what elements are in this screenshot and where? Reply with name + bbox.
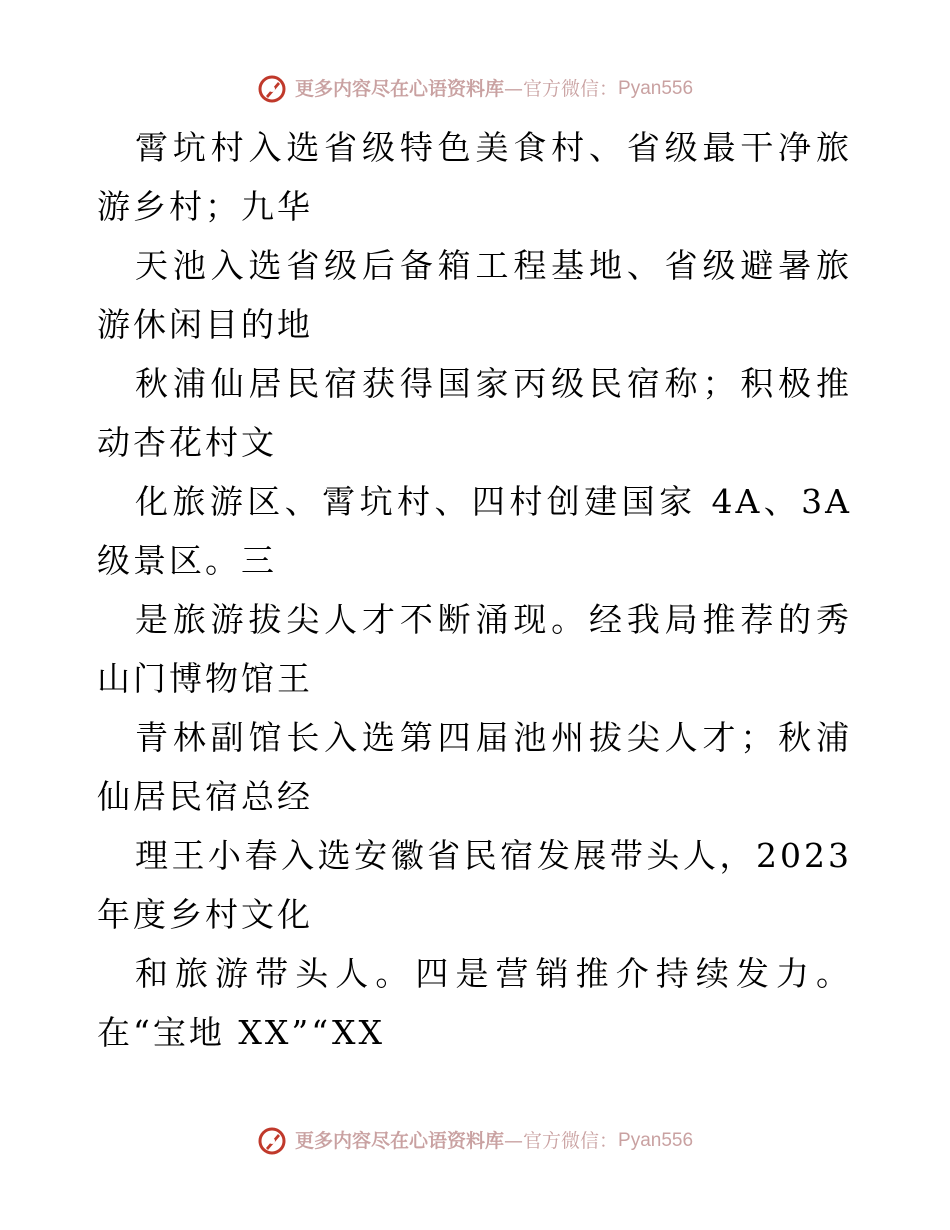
paragraph: 化旅游区、霄坑村、四村创建国家 4A、3A 级景区。三 bbox=[97, 482, 852, 580]
paragraph: 和旅游带头人。四是营销推介持续发力。在“宝地 XX”“XX bbox=[97, 954, 852, 1052]
paragraph: 霄坑村入选省级特色美食村、省级最干净旅游乡村；九华 bbox=[97, 128, 852, 226]
paragraph: 天池入选省级后备箱工程基地、省级避暑旅游休闲目的地 bbox=[97, 246, 852, 344]
paragraph: 理王小春入选安徽省民宿发展带头人，2023 年度乡村文化 bbox=[97, 836, 852, 934]
watermark-colon: ： bbox=[599, 78, 619, 100]
feather-pen-circle-icon bbox=[257, 74, 287, 104]
paragraph: 是旅游拔尖人才不断涌现。经我局推荐的秀山门博物馆王 bbox=[97, 600, 852, 698]
watermark-brand: 更多内容尽在心语资料库 bbox=[294, 78, 504, 100]
watermark-account-id: Pyan556 bbox=[618, 1130, 694, 1151]
watermark-account-label: 官方微信 bbox=[522, 1130, 599, 1152]
watermark-account-label: 官方微信 bbox=[522, 78, 599, 100]
header-watermark bbox=[0, 74, 950, 104]
footer-watermark bbox=[0, 1126, 950, 1156]
watermark-separator: — bbox=[503, 1130, 523, 1152]
feather-pen-circle-icon bbox=[257, 1126, 287, 1156]
watermark-colon: ： bbox=[599, 1130, 619, 1152]
paragraph: 青林副馆长入选第四届池州拔尖人才；秋浦仙居民宿总经 bbox=[97, 718, 852, 816]
paragraph: 秋浦仙居民宿获得国家丙级民宿称；积极推动杏花村文 bbox=[97, 364, 852, 462]
watermark-account-id: Pyan556 bbox=[618, 78, 694, 99]
watermark-separator: — bbox=[503, 78, 523, 100]
body-text bbox=[97, 118, 852, 1062]
watermark-brand: 更多内容尽在心语资料库 bbox=[294, 1130, 504, 1152]
